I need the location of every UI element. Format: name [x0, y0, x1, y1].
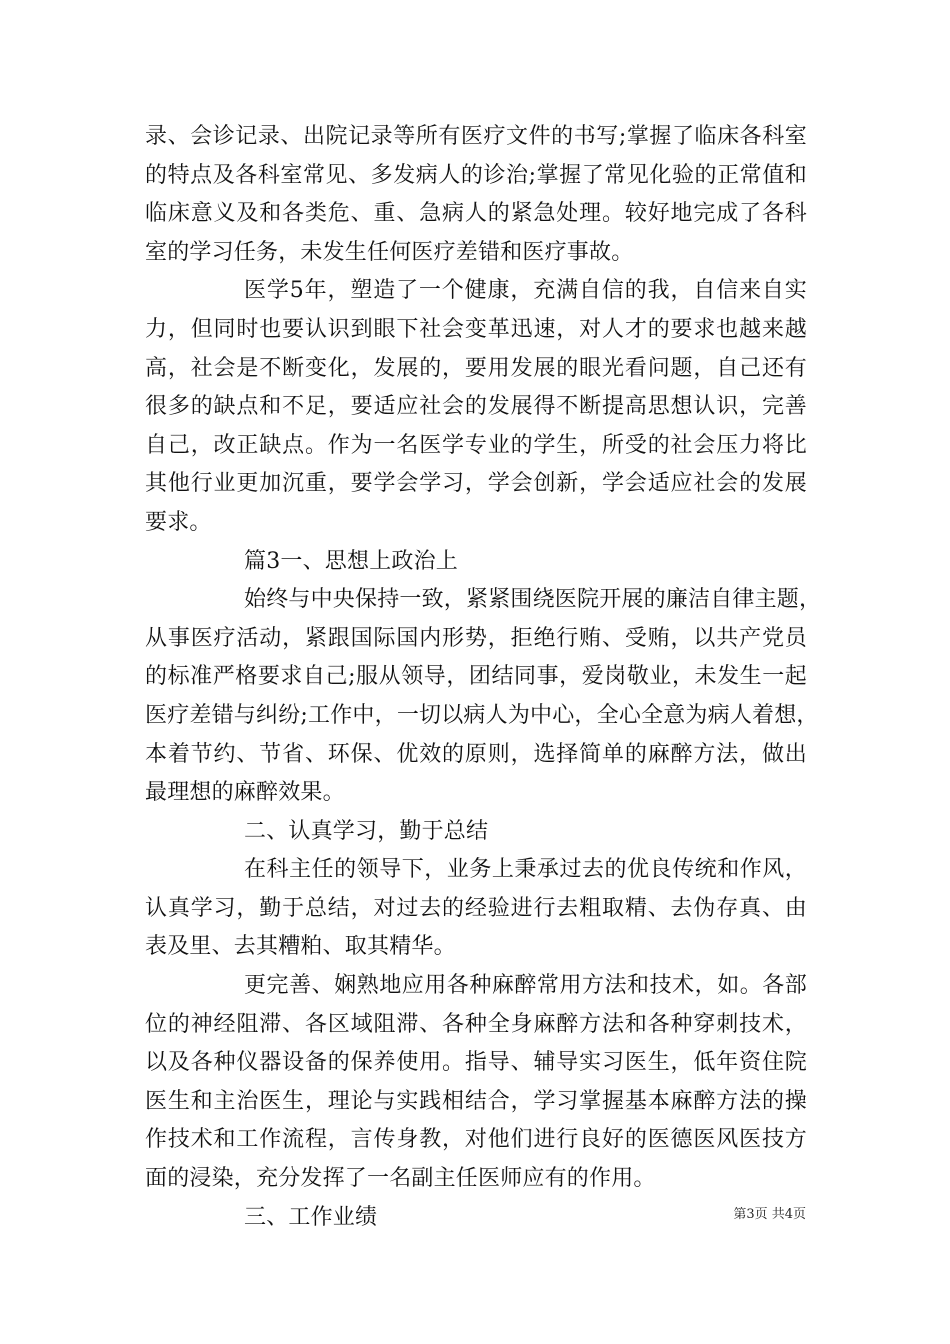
text-line: 力，但同时也要认识到眼下社会变革迅速，对人才的要求也越来越	[145, 316, 807, 342]
text-line: 篇3一、思想上政治上	[244, 548, 458, 574]
text-line: 室的学习任务，未发生任何医疗差错和医疗事故。	[145, 239, 634, 265]
text-line: 面的浸染，充分发挥了一名副主任医师应有的作用。	[145, 1166, 656, 1192]
text-line: 始终与中央保持一致，紧紧围绕医院开展的廉洁自律主题，	[244, 587, 822, 613]
body-text	[145, 118, 822, 1237]
text-line: 其他行业更加沉重，要学会学习，学会创新，学会适应社会的发展	[145, 471, 807, 497]
text-line: 临床意义及和各类危、重、急病人的紧急处理。较好地完成了各科	[145, 201, 807, 227]
text-line: 从事医疗活动，紧跟国际国内形势，拒绝行贿、受贿，以共产党员	[145, 625, 807, 651]
text-line: 录、会诊记录、出院记录等所有医疗文件的书写;掌握了临床各科室	[145, 124, 807, 149]
text-line: 认真学习，勤于总结，对过去的经验进行去粗取精、去伪存真、由	[145, 895, 807, 921]
text-line: 三、工作业绩	[244, 1204, 378, 1230]
text-line: 医生和主治医生，理论与实践相结合，学习掌握基本麻醉方法的操	[145, 1088, 807, 1114]
text-line: 本着节约、节省、环保、优效的原则，选择简单的麻醉方法，做出	[145, 741, 807, 767]
text-line: 的标准严格要求自己;服从领导，团结同事，爱岗敬业，未发生一起	[145, 664, 807, 690]
text-line: 要求。	[145, 509, 212, 535]
text-line: 最理想的麻醉效果。	[145, 780, 345, 806]
text-line: 高，社会是不断变化，发展的，要用发展的眼光看问题，自己还有	[145, 355, 807, 381]
text-line: 医学5年，塑造了一个健康，充满自信的我，自信来自实	[244, 278, 807, 304]
text-line: 医疗差错与纠纷;工作中，一切以病人为中心，全心全意为病人着想，	[145, 702, 819, 728]
text-line: 作技术和工作流程，言传身教，对他们进行良好的医德医风医技方	[145, 1127, 807, 1153]
text-line: 表及里、去其糟粕、取其精华。	[145, 934, 456, 960]
text-line: 的特点及各科室常见、多发病人的诊治;掌握了常见化验的正常值和	[145, 162, 807, 188]
text-line: 自己，改正缺点。作为一名医学专业的学生，所受的社会压力将比	[145, 432, 807, 458]
text-line: 在科主任的领导下，业务上秉承过去的优良传统和作风，	[244, 857, 807, 883]
text-line: 以及各种仪器设备的保养使用。指导、辅导实习医生，低年资住院	[145, 1050, 807, 1076]
text-line: 位的神经阻滞、各区域阻滞、各种全身麻醉方法和各种穿刺技术，	[145, 1011, 807, 1037]
text-line: 二、认真学习，勤于总结	[244, 818, 489, 844]
text-line: 很多的缺点和不足，要适应社会的发展得不断提高思想认识，完善	[145, 394, 807, 420]
text-line: 更完善、娴熟地应用各种麻醉常用方法和技术，如。各部	[244, 973, 807, 999]
page-number: 第3页 共4页	[733, 1207, 806, 1222]
